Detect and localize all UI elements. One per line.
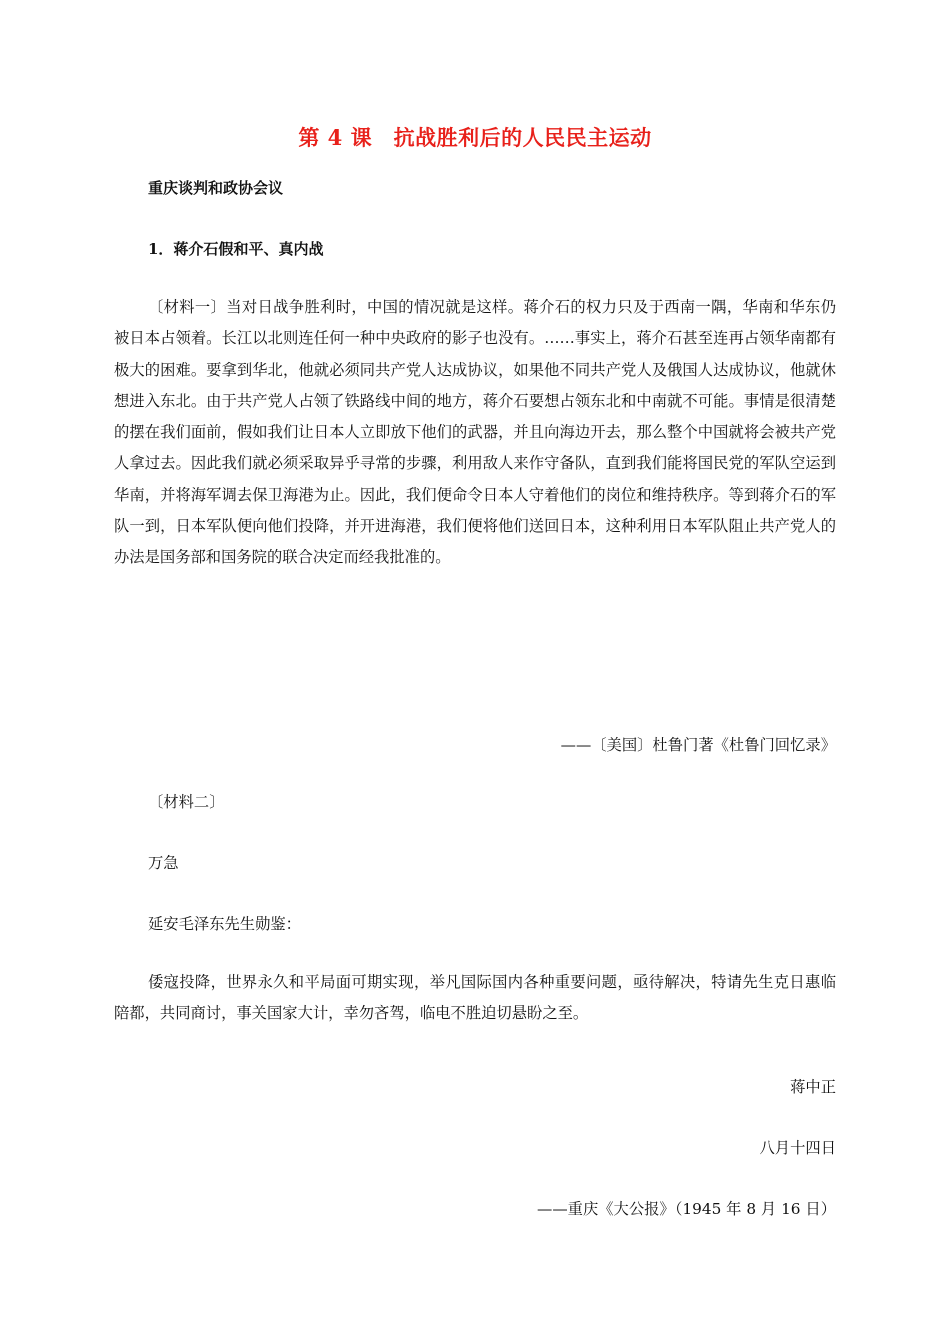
page-title: 第 4 课 抗战胜利后的人民民主运动	[298, 125, 652, 150]
telegram-date: 八月十四日	[759, 1139, 836, 1157]
section-heading: 重庆谈判和政协会议	[148, 179, 284, 197]
material-one-source: ——〔美国〕杜鲁门著《杜鲁门回忆录》	[560, 736, 836, 754]
telegram-salutation: 延安毛泽东先生勋鉴：	[148, 915, 301, 933]
material-two-source: ——重庆《大公报》（1945 年 8 月 16 日）	[537, 1200, 836, 1218]
telegram-body: 倭寇投降，世界永久和平局面可期实现，举凡国际国内各种重要问题，亟待解决，特请先生克日惠临陪都，共同商讨，事关国家大计，幸勿吝驾，临电不胜迫切悬盼之至。	[114, 973, 836, 1023]
material-one-text: 〔材料一〕当对日战争胜利时，中国的情况就是这样。蒋介石的权力只及于西南一隅，华南和华东仍被日本占领着。长江以北则连任何一种中央政府的影子也没有。……事实上，蒋介石甚至连再占领华南都有极大的困难。要拿到华北，他就必须同共产党人达成协议，如果他不同共产党人及俄国人达成协议，他就休想进入东北。由于共产党人占领了铁路线中间的地方，蒋介石要想占领东北和中南就不可能。事情是很清楚的摆在我们面前，假如我们让日本人立即放下他们的武器，并且向海边开去，那么整个中国就将会被共产党人拿过去。因此我们就必须采取异乎寻常的步骤，利用敌人来作守备队，直到我们能将国民党的军队空运到华南，并将海军调去保卫海港为止。因此，我们便命令日本人守着他们的岗位和维持秩序。等到蒋介石的军队一到，日本军队便向他们投降，并开进海港，我们便将他们送回日本，这种利用日本军队阻止共产党人的办法是国务部和国务院的联合决定而经我批准的。	[114, 298, 836, 567]
telegram-urgent-mark: 万急	[148, 854, 179, 872]
telegram-signature: 蒋中正	[790, 1078, 836, 1096]
subsection-heading: 1．蒋介石假和平、真内战	[148, 240, 324, 258]
material-two-label: 〔材料二〕	[148, 793, 225, 811]
